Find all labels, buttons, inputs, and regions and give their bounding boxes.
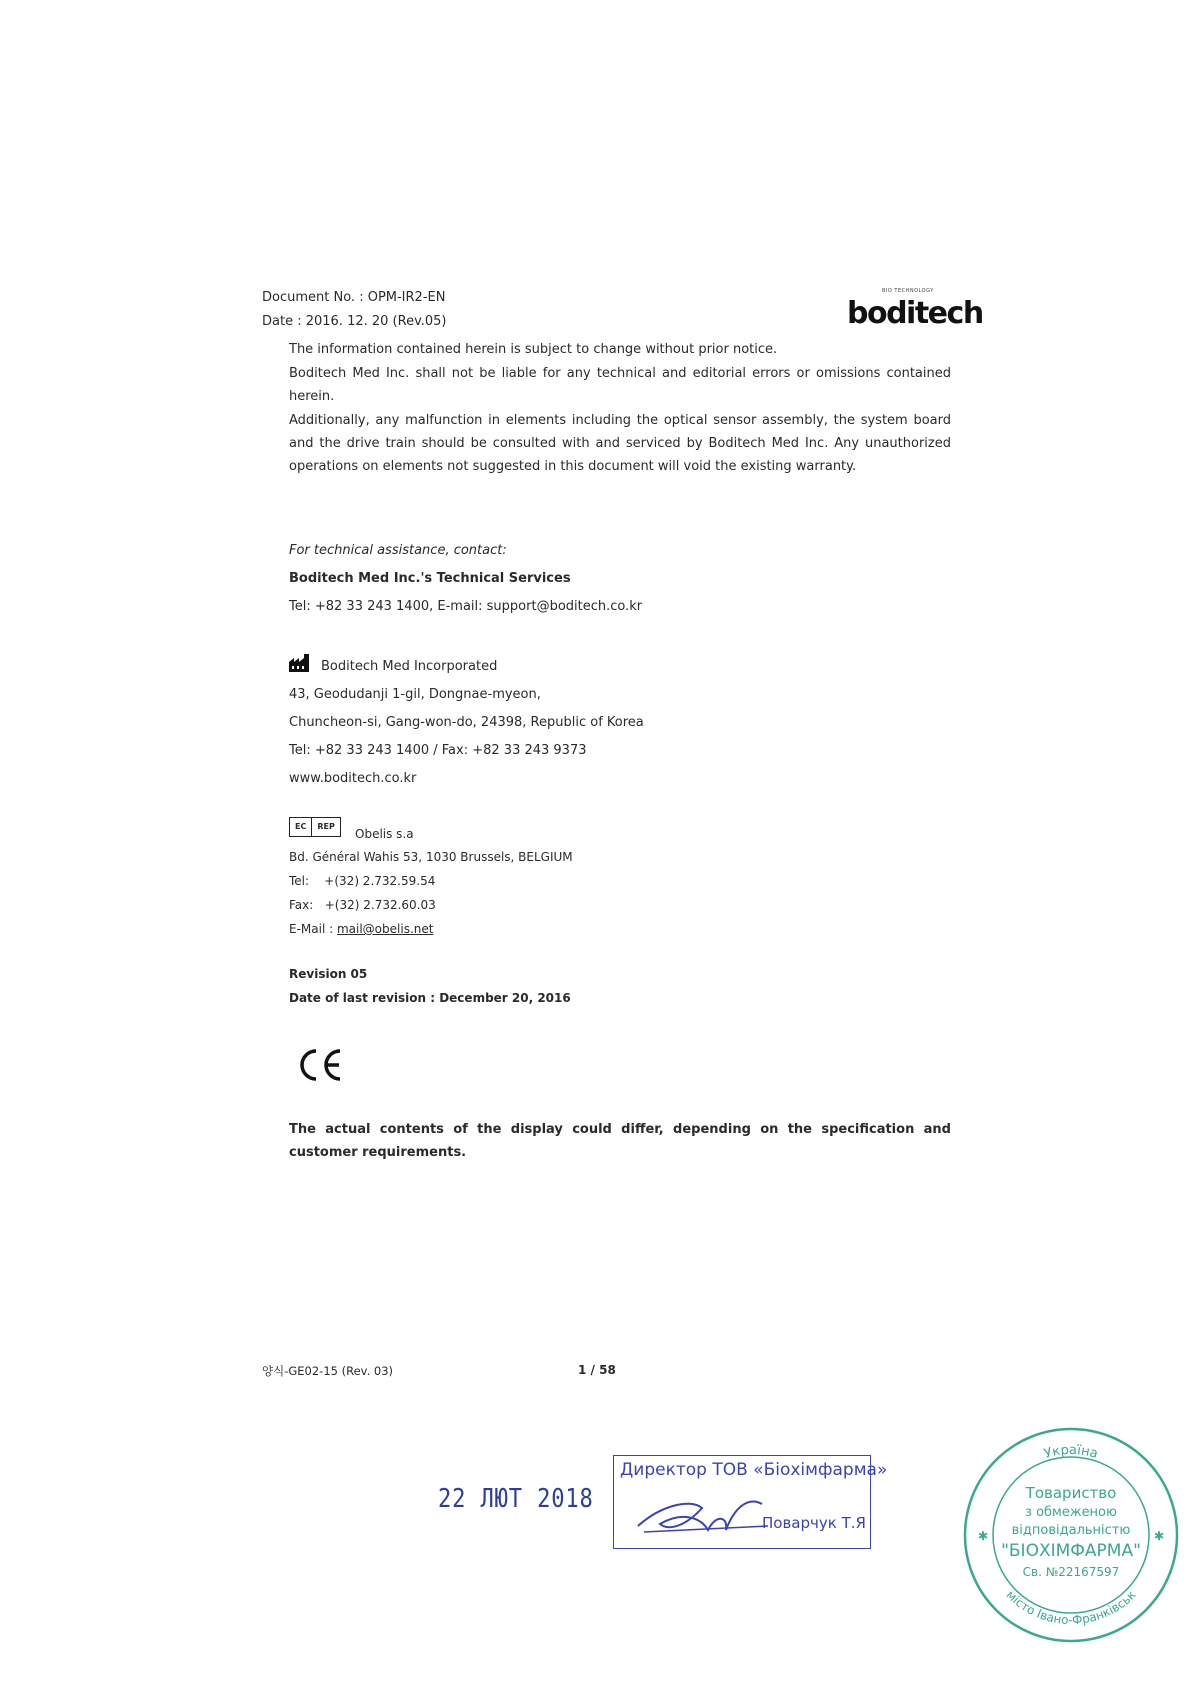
ce-mark-icon [296,1046,346,1084]
manufacturer-website[interactable]: www.boditech.co.kr [289,771,417,786]
ec-rep-address: Bd. Général Wahis 53, 1030 Brussels, BELGIUM [289,850,573,864]
revision-number: Revision 05 [289,967,368,981]
ec-rep-tel: Tel: +(32) 2.732.59.54 [289,874,436,888]
seal-line-3: відповідальністю [1011,1523,1131,1538]
page-number: 1 / 58 [578,1363,616,1377]
document-number: Document No. : OPM-IR2-EN [262,290,446,305]
seal-line-2: з обмеженою [1025,1505,1117,1520]
ec-rep-badge: EC REP [289,817,341,837]
manufacturer-name: Boditech Med Incorporated [321,659,498,674]
ec-rep-email-row: E-Mail : mail@obelis.net [289,922,434,936]
form-number: 양식-GE02-15 (Rev. 03) [262,1364,393,1378]
seal-line-4: "БІОХІМФАРМА" [1001,1541,1141,1561]
support-name: Boditech Med Inc.'s Technical Services [289,571,571,586]
company-seal [960,1424,1182,1646]
ec-rep-email-link[interactable]: mail@obelis.net [336,922,434,936]
director-name: Поварчук Т.Я [762,1514,866,1532]
display-disclaimer: The actual contents of the display could differ, depending on the specification and customer requirements. [289,1122,951,1160]
support-intro: For technical assistance, contact: [289,543,507,558]
seal-star-left: ✱ [978,1529,989,1543]
notice-line-1: The information contained herein is subject to change without prior notice. [289,342,778,357]
seal-star-right: ✱ [1154,1529,1165,1543]
notice-line-3: Additionally, any malfunction in elements including the optical sensor assembly, the system board and the drive train should be consulted with and serviced by Boditech Med Inc. Any unauthorized operations on elements not suggested in this document will void the existing warranty. [289,413,951,474]
ec-rep-name: Obelis s.a [355,827,414,841]
date-stamp: 22 ЛЮТ 2018 [438,1484,594,1514]
boditech-logo: BIO TECHNOLOGY boditech [847,288,983,331]
revision-date: Date of last revision : December 20, 2016 [289,991,571,1005]
handwritten-signature [630,1486,770,1544]
manufacturer-icon [289,654,313,672]
manufacturer-address-1: 43, Geodudanji 1-gil, Dongnae-myeon, [289,687,541,702]
ec-rep-fax: Fax: +(32) 2.732.60.03 [289,898,436,912]
notice-line-2: Boditech Med Inc. shall not be liable for any technical and editorial errors or omissions contained herein. [289,366,951,404]
manufacturer-address-2: Chuncheon-si, Gang-won-do, 24398, Republic of Korea [289,715,644,730]
seal-line-5: Св. №22167597 [1022,1565,1120,1579]
seal-bottom-text: місто Івано-Франківськ [1003,1587,1139,1628]
support-contact: Tel: +82 33 243 1400, E-mail: support@boditech.co.kr [289,599,643,614]
director-stamp [613,1455,888,1549]
manufacturer-phone: Tel: +82 33 243 1400 / Fax: +82 33 243 9373 [289,743,587,758]
seal-top-text: Україна [1042,1442,1100,1462]
document-date: Date : 2016. 12. 20 (Rev.05) [262,314,447,329]
director-title: Директор ТОВ «Біохімфарма» [620,1460,888,1480]
seal-line-1: Товариство [1025,1484,1117,1502]
